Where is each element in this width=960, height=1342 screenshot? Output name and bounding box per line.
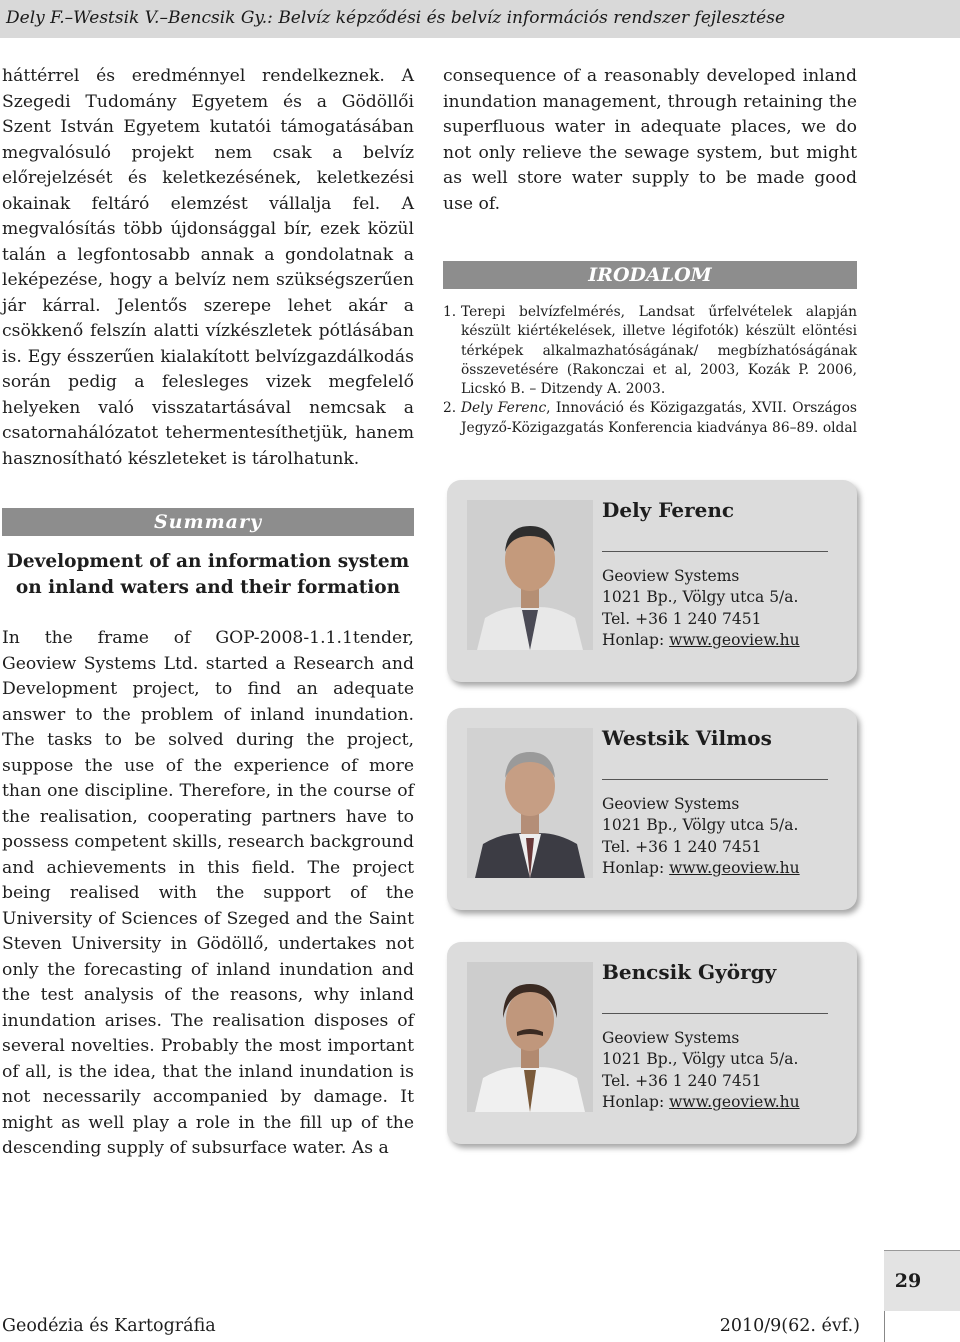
- author-web-row: [602, 630, 800, 651]
- divider: [602, 551, 828, 552]
- reference-author: Dely Ferenc: [461, 400, 547, 417]
- author-web-row: [602, 858, 800, 879]
- page-number: 29: [894, 1270, 922, 1292]
- summary-title-line-1: Development of an information system: [6, 551, 410, 572]
- author-web-row: [602, 1092, 800, 1113]
- summary-title-line-2: on inland waters and their formation: [15, 577, 401, 598]
- author-contact: [602, 1028, 800, 1113]
- summary-heading: Summary: [2, 508, 414, 536]
- web-label: Honlap:: [602, 1092, 670, 1111]
- website-link[interactable]: www.geoview.hu: [669, 630, 800, 649]
- author-card: [447, 708, 857, 910]
- references-heading: IRODALOM: [443, 261, 857, 289]
- portrait-icon: [467, 962, 593, 1112]
- references-list: [443, 303, 857, 438]
- web-label: Honlap:: [602, 630, 670, 649]
- journal-name: Geodézia és Kartográfia: [2, 1316, 216, 1336]
- reference-details: , Innováció és Közigazgatás, XVII. Országos Jegyző-Közigazgatás Konferencia kiadványa 86–89. oldal: [461, 400, 858, 436]
- reference-item: [443, 303, 857, 399]
- author-name: Bencsik György: [602, 960, 777, 984]
- divider: [602, 1013, 828, 1014]
- web-label: Honlap:: [602, 858, 670, 877]
- reference-number: 2.: [443, 400, 457, 417]
- author-photo: [467, 500, 593, 650]
- author-card: [447, 480, 857, 682]
- running-title: Dely F.–Westsik V.–Bencsik Gy.: Belvíz képződési és belvíz információs rendszer fejlesztése: [6, 8, 786, 28]
- author-contact: [602, 794, 800, 879]
- author-company: Geoview Systems: [602, 1029, 740, 1047]
- author-photo: [467, 962, 593, 1112]
- reference-text: [461, 399, 857, 438]
- summary-title: [2, 549, 414, 601]
- author-name: Westsik Vilmos: [602, 726, 772, 750]
- reference-text: Terepi belvízfelmérés, Landsat űrfelvételek alapján készült kiértékelések, illetve légifotók) készült elöntési térképek alkalmazhatóságának/ megbízhatóságának összevetésére (Rakonczai et al, 2003, Kozák P. 2006, Licskó B. – Ditzendy A. 2003.: [461, 304, 857, 398]
- author-company: Geoview Systems: [602, 795, 740, 813]
- author-phone: Tel. +36 1 240 7451: [602, 609, 762, 628]
- author-contact: [602, 566, 800, 651]
- author-card: [447, 942, 857, 1144]
- divider: [602, 779, 828, 780]
- author-company: Geoview Systems: [602, 567, 740, 585]
- author-phone: Tel. +36 1 240 7451: [602, 837, 762, 856]
- author-name: Dely Ferenc: [602, 498, 735, 522]
- left-column: [2, 64, 414, 1162]
- summary-text: In the frame of GOP-2008-1.1.1tender, Geoview Systems Ltd. started a Research and Development project, to find an adequate answer to the problem of inland inundation. The tasks to be solved during the project, suppose the use of the experience of more than one discipline. Therefore, in the course of the realisation, cooperating partners have to possess competent skills, research background and achievements in this field. The project being realised with the support of the University of Sciences of Szeged and the Saint Steven University in Gödöllő, undertakes not only the forecasting of inland inundation and the test analysis of the reasons, why inland inundation arises. The realisation disposes of several novelties. Probably the most important of all, is the idea, that the inland inundation is not necessarily accompanied by damage. It might as well play a role in the fill up of the descending supply of subsurface water. As a: [2, 628, 414, 1158]
- hungarian-paragraph: háttérrel és eredménnyel rendelkeznek. A Szegedi Tudomány Egyetem és a Gödöllői Szent István Egyetem kutatói támogatásában megvalósuló projekt nem csak a belvíz előrejelzését és keletkezésének, keletkezési okainak feltáró elemzést vállalja fel. A megvalósítás több újdonsággal bír, ezek közül talán a legfontosabb annak a gondolatnak a leképezése, hogy a belvíz nem szükségszerűen jár kárral. Jelentős szerepe lehet akár a csökkenő felszín alatti vízkészletek pótlásában is. Egy ésszerűen kialakított belvízgazdálkodás során pedig a felesleges vizek megfelelő helyeken való visszatartásával nemcsak a csatornahálózatot tehermentesíthetjük, hanem hasznosítható készleteket is tárolhatunk.: [2, 66, 414, 469]
- author-phone: Tel. +36 1 240 7451: [602, 1071, 762, 1090]
- portrait-icon: [467, 728, 593, 878]
- english-paragraph-continued: consequence of a reasonably developed inland inundation management, through retaining the superfluous water in adequate places, we do not only relieve the sewage system, but might as well store water supply to be made good use of.: [443, 66, 857, 214]
- portrait-icon: [467, 500, 593, 650]
- running-header: [0, 0, 960, 38]
- reference-number: 1.: [443, 304, 457, 320]
- website-link[interactable]: www.geoview.hu: [669, 1092, 800, 1111]
- issue-info: 2010/9(62. évf.): [719, 1316, 860, 1336]
- author-photo: [467, 728, 593, 878]
- right-column: [443, 64, 857, 438]
- author-address: 1021 Bp., Völgy utca 5/a.: [602, 1050, 799, 1069]
- author-address: 1021 Bp., Völgy utca 5/a.: [602, 816, 799, 835]
- page-number-tab: [884, 1250, 960, 1311]
- reference-item: [443, 399, 857, 438]
- author-address: 1021 Bp., Völgy utca 5/a.: [602, 588, 799, 607]
- website-link[interactable]: www.geoview.hu: [669, 858, 800, 877]
